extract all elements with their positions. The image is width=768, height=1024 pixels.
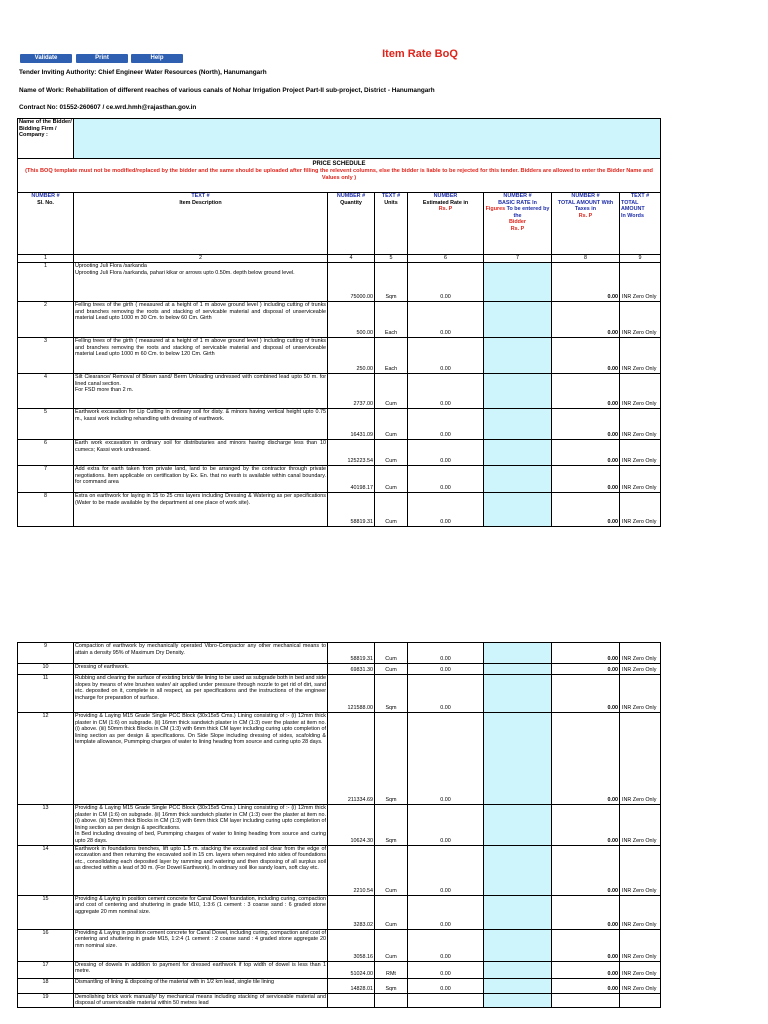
row-total-amount: 0.00 [552, 338, 620, 374]
row-unit: Sqm [375, 713, 408, 805]
row-total-amount: 0.00 [552, 895, 620, 929]
row-description: Dismantling of lining & disposing of the material with in 1/2 km lead, single tile lining [74, 978, 328, 993]
row-description: Earthwork excavation for Lip Cutting in ordinary soil for disty. & minors having vertical height upto 0.75 m., kassi work including rehandling with dressing of earthwork. [74, 409, 328, 440]
row-description: Providing & Laying in position cement concrete for Canal Dowel, including curing, compaction and cost of centering and shuttering in grade M15, 1:2:4 (1 cement : 2 coarse sand : 4 graded stone aggregate 20 mm nominal size. [74, 929, 328, 961]
col-header-total: NUMBER # TOTAL AMOUNT With Taxes in Rs. P [552, 193, 620, 255]
row-total-amount: 0.00 [552, 493, 620, 527]
boq-table [17, 118, 661, 527]
row-basic-rate-input[interactable] [484, 675, 552, 713]
table-row [18, 805, 661, 846]
row-unit: Each [375, 338, 408, 374]
row-total-amount: 0.00 [552, 643, 620, 664]
boq-table-continued [17, 642, 661, 1008]
row-description: Dressing of earthwork. [74, 664, 328, 675]
table-row [18, 643, 661, 664]
row-total-amount [552, 993, 620, 1007]
row-estimated-rate: 0.00 [408, 643, 484, 664]
row-quantity: 40198.17 [328, 466, 375, 493]
row-quantity: 10624.30 [328, 805, 375, 846]
row-unit: Cum [375, 929, 408, 961]
row-unit: Sqm [375, 675, 408, 713]
row-amount-words: INR Zero Only [620, 675, 661, 713]
row-estimated-rate: 0.00 [408, 302, 484, 338]
table-row [18, 664, 661, 675]
row-description: Earth work excavation in ordinary soil for distributaries and minors having discharge less than 10 cumecs; Kassi work undressed. [74, 440, 328, 466]
row-amount-words: INR Zero Only [620, 643, 661, 664]
row-quantity: 58819.31 [328, 493, 375, 527]
row-amount-words: INR Zero Only [620, 664, 661, 675]
row-total-amount: 0.00 [552, 440, 620, 466]
row-description: Rubbing and clearing the surface of existing brick/ tile lining to be used as subgrade both in bed and side slopes by means of wire brushes water/ air applied under pressure through nozzle to get rid of dirt, sand etc. deposited on it, complete in all respect, as per specifications and the instructions of the engineer incharge for preparation of surface. [74, 675, 328, 713]
row-amount-words: INR Zero Only [620, 929, 661, 961]
row-quantity: 3283.02 [328, 895, 375, 929]
row-estimated-rate: 0.00 [408, 675, 484, 713]
row-quantity: 250.00 [328, 338, 375, 374]
row-basic-rate-input[interactable] [484, 493, 552, 527]
table-row [18, 409, 661, 440]
row-basic-rate-input[interactable] [484, 643, 552, 664]
contract-no: Contract No: 01552-260607 / ce.wrd.hmh@rajasthan.gov.in [19, 104, 197, 111]
row-sl: 8 [18, 493, 74, 527]
row-basic-rate-input[interactable] [484, 338, 552, 374]
row-quantity [328, 993, 375, 1007]
row-sl: 4 [18, 374, 74, 409]
row-unit: Sqm [375, 263, 408, 302]
col-header-units: TEXT # Units [375, 193, 408, 255]
row-amount-words: INR Zero Only [620, 302, 661, 338]
table-row [18, 493, 661, 527]
row-description: Compaction of earthwork by mechanically operated Vibro-Compactor any other mechanical means to attain a density 95% of Maximum Dry Density. [74, 643, 328, 664]
help-button[interactable]: Help [131, 54, 183, 63]
row-sl: 18 [18, 978, 74, 993]
row-description: Extra on earthwork for laying in 15 to 25 cms layers including Dressing & Watering as per specifications (Water to be made available by the department at one place of work site). [74, 493, 328, 527]
col-header-desc: TEXT # Item Description [74, 193, 328, 255]
row-sl: 5 [18, 409, 74, 440]
row-unit: Cum [375, 493, 408, 527]
row-estimated-rate: 0.00 [408, 978, 484, 993]
row-description: Earthwork in foundations trenches, lift upto 1.5 m. stacking the excavated soil clear from the edge of excavation and then returning the excavated soil in 15 cm. layers when required into sides of foundations etc., consolidating each deposited layer by ramming and watering and then disposing of all surplus soil as directed within a lead of 30 m. (For Dowel Earthwork). In ordinary soil like sandy loam, soft clay etc. [74, 845, 328, 895]
row-description: Felling trees of the girth ( measured at a height of 1 m above ground level ) including cutting of trunks and branches removing the roots and stacking of servicable material and disposal of unserviceable material Lead upto 1000 m 30 Cm. to below 60 Cm. Girth [74, 302, 328, 338]
table-row [18, 961, 661, 978]
col-header-est-rate: NUMBER Estimated Rate in Rs. P [408, 193, 484, 255]
row-total-amount: 0.00 [552, 302, 620, 338]
row-sl: 16 [18, 929, 74, 961]
row-unit: Cum [375, 664, 408, 675]
row-sl: 15 [18, 895, 74, 929]
row-sl: 13 [18, 805, 74, 846]
table-row [18, 929, 661, 961]
row-amount-words: INR Zero Only [620, 895, 661, 929]
row-sl: 1 [18, 263, 74, 302]
row-unit: Each [375, 302, 408, 338]
row-unit: Cum [375, 845, 408, 895]
table-row [18, 374, 661, 409]
row-total-amount: 0.00 [552, 664, 620, 675]
row-quantity: 3058.16 [328, 929, 375, 961]
row-amount-words: INR Zero Only [620, 493, 661, 527]
row-estimated-rate: 0.00 [408, 466, 484, 493]
row-description: Providing & Laying M15 Grade Single PCC Block (30x15x5 Cms.) Lining consisting of :- (i) 12mm thick plaster in CM (1:6) on subgrade. (ii) 16mm thick sandwich plaster in CM (1:3) over the plaster at item no. (i) above. (iii) 50mm thick Blocks in CM (1:3) with 6mm thick CM layer including curing upto completion of lining section as per design & specifications. On Side Slope including dressing of sides, scafolding & template allowance, Pummping charges of water to lining heading from source and curing upto 28 days. [74, 713, 328, 805]
table-row [18, 675, 661, 713]
row-basic-rate-input[interactable] [484, 978, 552, 993]
work-name: Name of Work: Rehabilitation of different reaches of various canals of Nohar Irrigation Project Part-II sub-project, District - Hanumangarh [19, 87, 435, 94]
row-unit: Cum [375, 466, 408, 493]
row-amount-words: INR Zero Only [620, 338, 661, 374]
table-row [18, 978, 661, 993]
row-quantity: 14828.01 [328, 978, 375, 993]
row-quantity: 16431.09 [328, 409, 375, 440]
price-schedule-note: (This BOQ template must not be modified/replaced by the bidder and the same should be uploaded after filling the relevent columns, else the bidder is liable to be rejected for this tender. Bidders are allowed to enter the Bidder Name and Values only ) [25, 167, 653, 181]
row-quantity: 58819.31 [328, 643, 375, 664]
row-total-amount: 0.00 [552, 675, 620, 713]
row-estimated-rate: 0.00 [408, 664, 484, 675]
row-estimated-rate: 0.00 [408, 409, 484, 440]
row-amount-words: INR Zero Only [620, 263, 661, 302]
row-estimated-rate: 0.00 [408, 440, 484, 466]
row-sl: 19 [18, 993, 74, 1007]
row-sl: 12 [18, 713, 74, 805]
table-row [18, 302, 661, 338]
row-unit: Cum [375, 374, 408, 409]
price-schedule-title: PRICE SCHEDULE [312, 161, 366, 167]
row-sl: 6 [18, 440, 74, 466]
validate-button[interactable]: Validate [20, 54, 72, 63]
row-basic-rate-input[interactable] [484, 409, 552, 440]
row-unit: Cum [375, 409, 408, 440]
row-basic-rate-input[interactable] [484, 302, 552, 338]
row-amount-words: INR Zero Only [620, 978, 661, 993]
row-unit: Sqm [375, 805, 408, 846]
row-amount-words: INR Zero Only [620, 440, 661, 466]
row-quantity: 2737.00 [328, 374, 375, 409]
row-estimated-rate: 0.00 [408, 895, 484, 929]
row-description: Uprooting Juli Flora /sarkanda Uprooting Juli Flora /sarkanda, pahari kikar or arrows upto 0.50m. depth below ground level. [74, 263, 328, 302]
row-sl: 11 [18, 675, 74, 713]
row-basic-rate-input[interactable] [484, 993, 552, 1007]
print-button[interactable]: Print [76, 54, 128, 63]
row-unit [375, 993, 408, 1007]
row-quantity: 75000.00 [328, 263, 375, 302]
row-basic-rate-input[interactable] [484, 929, 552, 961]
row-estimated-rate: 0.00 [408, 263, 484, 302]
table-row [18, 338, 661, 374]
row-amount-words: INR Zero Only [620, 961, 661, 978]
table-row [18, 845, 661, 895]
row-unit: Cum [375, 895, 408, 929]
row-estimated-rate: 0.00 [408, 374, 484, 409]
row-basic-rate-input[interactable] [484, 805, 552, 846]
row-basic-rate-input[interactable] [484, 263, 552, 302]
row-estimated-rate: 0.00 [408, 338, 484, 374]
table-row [18, 895, 661, 929]
row-description: Demolishing brick work manually/ by mechanical means including stacking of serviceable material and disposal of unserviceable material within 50 metres lead [75, 993, 326, 1007]
row-amount-words [620, 993, 661, 1007]
row-basic-rate-input[interactable] [484, 466, 552, 493]
row-amount-words: INR Zero Only [620, 805, 661, 846]
row-estimated-rate: 0.00 [408, 805, 484, 846]
table-row [18, 263, 661, 302]
row-unit: RMt [375, 961, 408, 978]
row-description: Dressing of dowels in addition to payment for dressed earthwork if top width of dowel is less than 1 metre. [74, 961, 328, 978]
row-basic-rate-input[interactable] [484, 845, 552, 895]
row-quantity: 2210.54 [328, 845, 375, 895]
col-header-words: TEXT # TOTAL AMOUNT In Words [620, 193, 661, 255]
tender-authority: Tender Inviting Authority: Chief Engineer Water Resources (North), Hanumangarh [19, 69, 267, 76]
row-amount-words: INR Zero Only [620, 466, 661, 493]
row-estimated-rate: 0.00 [408, 493, 484, 527]
row-amount-words: INR Zero Only [620, 845, 661, 895]
row-estimated-rate: 0.00 [408, 961, 484, 978]
col-header-basic-rate: NUMBER # BASIC RATE In Figures To be entered by the Bidder Rs. P [484, 193, 552, 255]
row-amount-words: INR Zero Only [620, 409, 661, 440]
row-unit: Cum [375, 643, 408, 664]
row-description: Silt Clearance/ Removal of Blown sand/ Berm Unloading undressed with combined lead upto 50 m. for lined canal section. For FSD more than 2 m. [74, 374, 328, 409]
table-row [18, 993, 661, 1007]
row-total-amount: 0.00 [552, 978, 620, 993]
row-amount-words: INR Zero Only [620, 374, 661, 409]
bidder-label: Name of the Bidder/ Bidding Firm / Company : [18, 119, 74, 159]
table-row [18, 466, 661, 493]
row-sl: 3 [18, 338, 74, 374]
row-total-amount: 0.00 [552, 961, 620, 978]
row-total-amount: 0.00 [552, 263, 620, 302]
row-sl: 17 [18, 961, 74, 978]
row-basic-rate-input[interactable] [484, 961, 552, 978]
table-row [18, 713, 661, 805]
row-amount-words: INR Zero Only [620, 713, 661, 805]
row-total-amount: 0.00 [552, 466, 620, 493]
row-quantity: 125223.54 [328, 440, 375, 466]
row-basic-rate-input[interactable] [484, 664, 552, 675]
row-sl: 14 [18, 845, 74, 895]
row-basic-rate-input[interactable] [484, 895, 552, 929]
row-estimated-rate: 0.00 [408, 929, 484, 961]
row-quantity: 500.00 [328, 302, 375, 338]
row-estimated-rate [408, 993, 484, 1007]
row-quantity: 51024.00 [328, 961, 375, 978]
page-title: Item Rate BoQ [382, 48, 458, 60]
row-total-amount: 0.00 [552, 929, 620, 961]
row-unit: Cum [375, 440, 408, 466]
row-basic-rate-input[interactable] [484, 440, 552, 466]
row-total-amount: 0.00 [552, 713, 620, 805]
row-sl: 7 [18, 466, 74, 493]
row-unit: Sqm [375, 978, 408, 993]
bidder-name-input[interactable] [74, 119, 661, 159]
col-number-row: 1 2 4 5 6 7 8 9 [18, 255, 661, 263]
row-description: Add extra for earth taken from private land, land to be arranged by the contractor through private negotiations. Item applicable on certification by Ex. En. that no earth is available within canal boundary. for command area [74, 466, 328, 493]
row-estimated-rate: 0.00 [408, 713, 484, 805]
row-sl: 9 [18, 643, 74, 664]
row-total-amount: 0.00 [552, 374, 620, 409]
row-total-amount: 0.00 [552, 805, 620, 846]
row-quantity: 69831.30 [328, 664, 375, 675]
row-estimated-rate: 0.00 [408, 845, 484, 895]
row-total-amount: 0.00 [552, 409, 620, 440]
table-row [18, 440, 661, 466]
row-total-amount: 0.00 [552, 845, 620, 895]
col-header-sl: NUMBER # Sl. No. [18, 193, 74, 255]
row-quantity: 211334.69 [328, 713, 375, 805]
row-basic-rate-input[interactable] [484, 713, 552, 805]
col-header-qty: NUMBER # Quantity [328, 193, 375, 255]
row-description: Providing & Laying in position cement concrete for Canal Dowel foundation, including curing, compaction and cost of centering and shuttering in grade M10, 1:3:6 (1 cement : 3 coarse sand : 6 graded stone aggregate 20 mm nominal size. [74, 895, 328, 929]
row-description: Providing & Laying M15 Grade Single PCC Block (30x15x5 Cms.) Lining consisting of :- (i) 12mm thick plaster in CM (1:6) on subgrade. (ii) 16mm thick sandwich plaster in CM (1:3) over the plaster at item no. (i) above. (iii) 50mm thick Blocks in CM (1:3) with 6mm thick CM layer including curing upto completion of lining section as per design & specifications. In Bed including dressing of bed, Pummping charges of water to lining heading from source and curing upto 28 days. [75, 805, 326, 844]
row-sl: 10 [18, 664, 74, 675]
row-basic-rate-input[interactable] [484, 374, 552, 409]
row-description: Felling trees of the girth ( measured at a height of 1 m above ground level ) including cutting of trunks and branches removing the roots and stacking of servicable material and disposal of unserviceable material Lead upto 1000 m 60 Cm. to below 120 Cm. Girth [74, 338, 328, 374]
row-quantity: 121588.00 [328, 675, 375, 713]
row-sl: 2 [18, 302, 74, 338]
